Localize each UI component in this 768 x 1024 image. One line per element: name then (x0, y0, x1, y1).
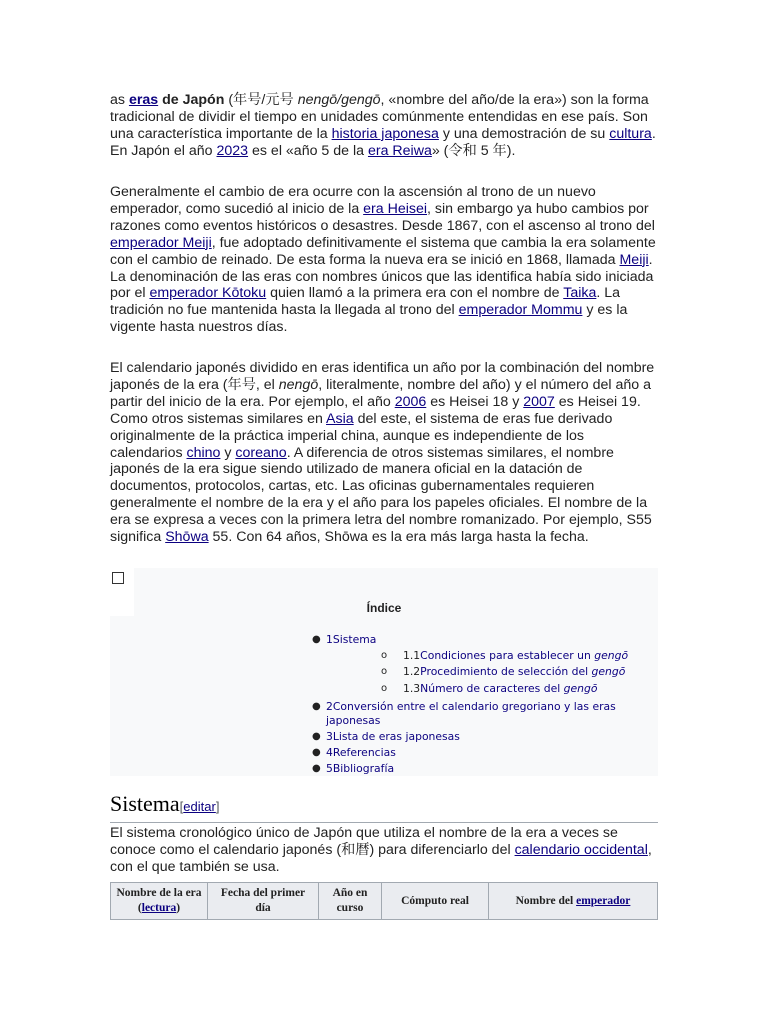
header-text: ) (176, 902, 181, 914)
toc-item-label: Bibliografía (332, 762, 395, 775)
header-text: Nombre del (515, 894, 577, 907)
column-header-nombre (111, 883, 208, 920)
link-lectura[interactable]: lectura (141, 902, 177, 914)
column-header-fecha: Fecha del primer día (208, 883, 319, 920)
column-header-ano: Año en curso (319, 883, 382, 920)
link-era-heisei[interactable]: era Heisei (363, 200, 428, 217)
toc-item-label: Número de caracteres del (420, 682, 564, 695)
text-fragment: nengō (278, 376, 319, 393)
toc-item-bibliografia[interactable] (312, 762, 395, 776)
link-chino[interactable]: chino (186, 444, 221, 461)
text-fragment: y una demostración de su (438, 125, 610, 142)
toc-item-referencias[interactable] (312, 746, 396, 760)
link-meiji[interactable]: Meiji (619, 251, 649, 268)
bullet-icon: ● (312, 731, 321, 742)
edit-section (180, 799, 220, 814)
link-eras[interactable]: eras (128, 92, 159, 108)
text-fragment: (年号/元号 (224, 92, 298, 108)
sistema-paragraph (110, 825, 658, 876)
bullet-icon: ● (312, 634, 321, 645)
text-fragment: y (220, 444, 236, 461)
text-fragment: . En Japón el año (110, 125, 656, 159)
table-of-contents (110, 568, 658, 776)
toc-item-label: Lista de eras japonesas (332, 730, 460, 743)
toc-item-number: 1 (326, 633, 333, 646)
link-taika[interactable]: Taika (563, 285, 597, 302)
toc-item-number: 3 (326, 730, 333, 743)
toc-item-lista-eras[interactable] (312, 730, 460, 744)
bullet-icon: ● (312, 763, 321, 774)
circle-bullet-icon: o (381, 666, 388, 677)
toc-item-conversion[interactable] (312, 700, 646, 728)
text-fragment: quien llamó a la primera era con el nombre de (266, 285, 564, 302)
text-fragment: as (110, 92, 129, 108)
circle-bullet-icon: o (381, 650, 388, 661)
text-fragment: es el «año 5 de la (248, 142, 368, 159)
link-emperador-kotoku[interactable]: emperador Kōtoku (149, 285, 267, 302)
text-fragment: del este, el sistema de eras fue derivado originalmente de la práctica imperial china, aunque es independiente de los calendarios (110, 410, 613, 461)
bracket: ] (215, 799, 220, 814)
text-fragment: . La tradición no fue mantenida hasta la llegada al trono del (110, 285, 621, 319)
link-era-reiwa[interactable]: era Reiwa (367, 142, 432, 159)
text-fragment: es Heisei 19. Como otros sistemas similares en (110, 393, 641, 427)
text-fragment: y es la vigente hasta nuestros días. (110, 302, 628, 336)
column-header-emperador (489, 883, 658, 920)
toc-item-sistema[interactable] (312, 633, 377, 647)
bullet-icon: ● (312, 747, 321, 758)
toc-item-label-italic: gengō (563, 682, 598, 695)
toc-title: Índice (366, 601, 402, 615)
toc-item-numero-caracteres[interactable] (381, 682, 598, 696)
text-fragment: 55. Con 64 años, Shōwa es la era más larga hasta la fecha. (208, 529, 589, 546)
text-fragment: » (令和 5 年). (431, 142, 516, 159)
circle-bullet-icon: o (381, 683, 388, 694)
link-cultura[interactable]: cultura (609, 125, 652, 142)
text-fragment: de Japón (158, 92, 225, 108)
table-header-row (111, 883, 658, 920)
toc-item-label: Referencias (332, 746, 396, 759)
edit-link[interactable]: editar (183, 799, 216, 814)
toc-item-condiciones[interactable] (381, 649, 629, 663)
toc-item-label: Procedimiento de selección del (420, 665, 592, 678)
toc-item-number: 4 (326, 746, 333, 759)
text-fragment: , «nombre del año/de la era») son la forma tradicional de dividir el tiempo en unidades comúnmente entendidas en ese país. Son una característica importante de la (110, 92, 649, 142)
text-fragment: . A diferencia de otros sistemas similares, el nombre japonés de la era sigue siendo utilizado de manera oficial en la datación de documentos, protocolos, cartas, etc. Las oficinas gubernamentales requieren generalmente el nombre de la era y el año para los papeles oficiales. El nombre de la era se expresa a veces con la primera letra del nombre romanizado. Por ejemplo, S55 significa (110, 444, 652, 546)
calendar-paragraph (110, 360, 658, 546)
toc-item-label: Sistema (332, 633, 377, 646)
toc-item-label: Conversión entre el calendario gregoriano y las eras japonesas (326, 700, 616, 727)
toc-item-procedimiento[interactable] (381, 665, 626, 679)
link-2023[interactable]: 2023 (216, 142, 249, 159)
toc-item-number: 1.2 (403, 665, 421, 678)
link-emperador-meiji[interactable]: emperador Meiji (110, 234, 212, 251)
text-fragment: , sin embargo ya hubo cambios por razones como eventos históricos o desastres. Desde 1867, con el ascenso al trono del (110, 200, 655, 234)
toc-item-number: 5 (326, 762, 333, 775)
era-change-paragraph (110, 184, 658, 336)
text-fragment: nengō/gengō (297, 92, 381, 108)
toc-toggle-checkbox[interactable] (112, 572, 124, 584)
toc-item-label-italic: gengō (591, 665, 626, 678)
text-fragment: , literalmente, nombre del año) y el número del año a partir del inicio de la era. Por ejemplo, el año (110, 376, 652, 410)
link-showa[interactable]: Shōwa (165, 529, 209, 546)
intro-paragraph (110, 92, 658, 160)
toc-item-number: 1.3 (403, 682, 421, 695)
section-title: Sistema (110, 791, 180, 816)
text-fragment: , fue adoptado definitivamente el sistema que cambia la era solamente con el cambio de reinado. De esta forma la nueva era se inició en 1868, llamada (110, 234, 656, 268)
link-emperador-mommu[interactable]: emperador Mommu (458, 302, 583, 319)
toc-item-label-italic: gengō (594, 649, 629, 662)
bullet-icon: ● (312, 701, 321, 712)
link-emperador[interactable]: emperador (576, 894, 631, 907)
section-heading-sistema (110, 790, 658, 823)
toc-item-number: 2 (326, 700, 333, 713)
link-historia-japonesa[interactable]: historia japonesa (331, 125, 439, 142)
text-fragment: , con el que también se usa. (110, 841, 652, 875)
toc-item-number: 1.1 (403, 649, 421, 662)
link-coreano[interactable]: coreano (235, 444, 287, 461)
column-header-computo: Cómputo real (382, 883, 489, 920)
link-asia[interactable]: Asia (326, 410, 354, 427)
bracket: [ (179, 799, 184, 814)
header-text: Nombre de la era ( (116, 887, 202, 914)
text-fragment: El sistema cronológico único de Japón que utiliza el nombre de la era a veces se conoce como el calendario japonés (和暦) para diferenciarlo del (110, 825, 618, 858)
link-2007[interactable]: 2007 (523, 393, 555, 410)
toc-item-label: Condiciones para establecer un (420, 649, 595, 662)
text-fragment: Generalmente el cambio de era ocurre con la ascensión al trono de un nuevo emperador, como sucedió al inicio de la (110, 184, 596, 217)
text-fragment: El calendario japonés dividido en eras identifica un año por la combinación del nombre japonés de la era (年号, el (110, 360, 655, 393)
link-calendario-occidental[interactable]: calendario occidental (514, 841, 648, 858)
link-2006[interactable]: 2006 (394, 393, 427, 410)
text-fragment: . La denominación de las eras con nombres únicos que las identifica había sido iniciada por el (110, 251, 654, 302)
eras-table (110, 882, 658, 920)
text-fragment: es Heisei 18 y (426, 393, 524, 410)
